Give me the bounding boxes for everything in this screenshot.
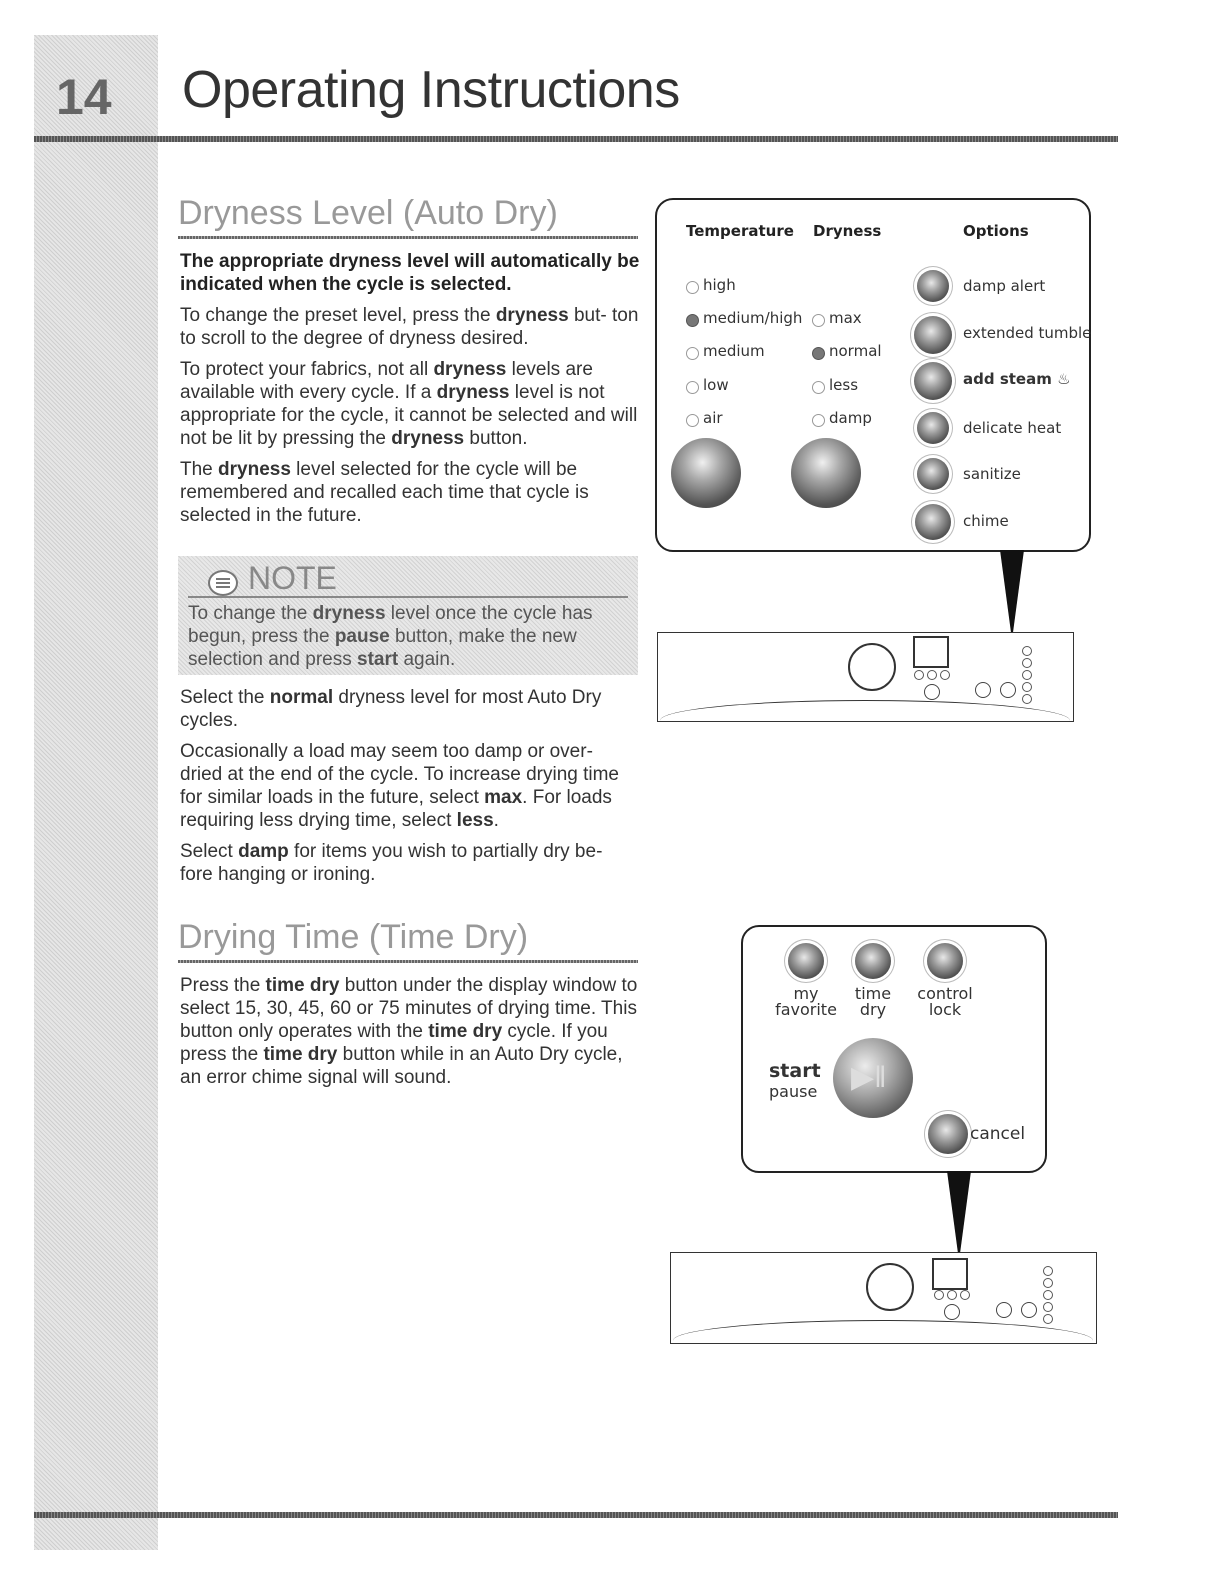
option-label-sanitize: sanitize	[963, 465, 1021, 483]
dryness-label-normal: normal	[829, 342, 882, 360]
temperature-button[interactable]	[671, 438, 741, 508]
mini-opt-1d	[1022, 682, 1032, 692]
my-favorite-button[interactable]	[788, 943, 824, 979]
start-pause-button[interactable]	[833, 1038, 913, 1118]
dryness-para-5: Occasionally a load may seem too damp or over- dried at the end of the cycle. To increase drying time for similar loads in the future, select max. For loads requiring less drying time, select less.	[180, 741, 620, 831]
dryness-body-top	[180, 250, 640, 535]
dryness-para-6: Select damp for items you wish to partially dry be- fore hanging or ironing.	[180, 841, 603, 885]
mini-start-1	[924, 684, 940, 700]
time-body	[180, 974, 640, 1097]
temp-label-low: low	[703, 376, 729, 394]
mini-temp-2	[996, 1302, 1012, 1318]
dryness-para-1: To change the preset level, press the dryness but- ton to scroll to the degree of dryness desired.	[180, 305, 639, 349]
time-para-1: Press the time dry button under the display window to select 15, 30, 45, 60 or 75 minutes of drying time. This button only operates with the time dry cycle. If you press the time dry button while in an Auto Dry cycle, an error chime signal will sound.	[180, 975, 638, 1088]
dryness-para-2: To protect your fabrics, not all dryness levels are available with every cycle. If a dryness level is not appropriate for the cycle, it cannot be selected and will not be lit by pressing the dryness button.	[180, 359, 638, 449]
mini-dry-2	[1021, 1302, 1037, 1318]
sidebar-stripe	[34, 35, 158, 1550]
dryness-label-less: less	[829, 376, 859, 394]
add-steam-button[interactable]	[914, 362, 952, 400]
mini-button-1b	[927, 670, 937, 680]
temp-label-medium: medium	[703, 342, 765, 360]
option-label-extended-tumble: extended tumble	[963, 324, 1092, 342]
page-title: Operating Instructions	[182, 61, 680, 119]
temp-led-low	[686, 381, 699, 394]
note-icon	[208, 570, 238, 596]
dryness-heading: Dryness Level (Auto Dry)	[178, 194, 558, 232]
mini-opt-2c	[1043, 1290, 1053, 1300]
dryness-led-damp	[812, 414, 825, 427]
delicate-heat-button[interactable]	[917, 412, 949, 444]
display-window-1	[913, 636, 949, 668]
time-dry-label: time dry	[854, 984, 892, 1019]
mini-opt-1b	[1022, 658, 1032, 668]
callout-pointer-2	[947, 1171, 971, 1261]
mini-button-1a	[914, 670, 924, 680]
temp-label-air: air	[703, 409, 723, 427]
dryness-led-normal	[812, 347, 825, 360]
mini-opt-2e	[1043, 1314, 1053, 1324]
option-label-delicate-heat: delicate heat	[963, 419, 1062, 437]
mini-button-2c	[960, 1290, 970, 1300]
mini-start-2	[944, 1304, 960, 1320]
temp-led-medium	[686, 347, 699, 360]
start-label: start	[769, 1060, 821, 1082]
mini-button-1c	[940, 670, 950, 680]
chime-button[interactable]	[915, 504, 951, 540]
sanitize-button[interactable]	[917, 458, 949, 490]
mini-opt-1a	[1022, 646, 1032, 656]
pause-label: pause	[769, 1082, 818, 1101]
note-title: NOTE	[248, 560, 337, 596]
option-label-damp-alert: damp alert	[963, 277, 1046, 295]
footer-rule	[34, 1512, 1118, 1518]
steam-icon: ♨	[1057, 370, 1071, 388]
header-rule	[34, 136, 1118, 142]
extended-tumble-button[interactable]	[914, 316, 952, 354]
display-window-2	[932, 1258, 968, 1290]
option-label-add-steam: add steam ♨	[963, 370, 1071, 388]
dryness-led-max	[812, 314, 825, 327]
my-favorite-label: my favorite	[775, 984, 837, 1019]
temp-led-air	[686, 414, 699, 427]
dryness-body-bottom	[180, 686, 640, 894]
dryness-label-max: max	[829, 309, 862, 327]
damp-alert-button[interactable]	[917, 270, 949, 302]
mini-button-2b	[947, 1290, 957, 1300]
options-column-header: Options	[963, 222, 1029, 240]
mini-dry-1	[1000, 682, 1016, 698]
dryness-led-less	[812, 381, 825, 394]
time-dry-button[interactable]	[855, 943, 891, 979]
mini-opt-1e	[1022, 694, 1032, 704]
cancel-button[interactable]	[928, 1114, 968, 1154]
page-number: 14	[56, 69, 112, 125]
console-curve-1	[660, 700, 1070, 741]
option-label-chime: chime	[963, 512, 1009, 530]
temp-label-high: high	[703, 276, 736, 294]
cycle-dial-1	[848, 643, 896, 691]
dryness-column-header: Dryness	[813, 222, 882, 240]
mini-opt-2d	[1043, 1302, 1053, 1312]
dryness-para-3: The dryness level selected for the cycle will be remembered and recalled each time that cycle is selected in the future.	[180, 459, 589, 526]
mini-opt-1c	[1022, 670, 1032, 680]
dryness-lead: The appropriate dryness level will automatically be indicated when the cycle is selected.	[180, 251, 640, 295]
console-curve-2	[673, 1320, 1093, 1361]
note-rule	[188, 596, 628, 598]
note-text: To change the dryness level once the cycle has begun, press the pause button, make the new selection and press start again.	[188, 603, 593, 670]
mini-button-2a	[934, 1290, 944, 1300]
temperature-column-header: Temperature	[686, 222, 794, 240]
dryness-heading-rule	[178, 236, 638, 239]
temp-label-medium-high: medium/high	[703, 309, 803, 327]
temp-led-high	[686, 281, 699, 294]
time-heading-rule	[178, 960, 638, 963]
time-heading: Drying Time (Time Dry)	[178, 918, 529, 956]
mini-opt-2a	[1043, 1266, 1053, 1276]
cycle-dial-2	[866, 1263, 914, 1311]
dryness-label-damp: damp	[829, 409, 872, 427]
dryness-para-4: Select the normal dryness level for most Auto Dry cycles.	[180, 687, 602, 731]
mini-opt-2b	[1043, 1278, 1053, 1288]
cancel-label: cancel	[970, 1124, 1026, 1144]
mini-temp-1	[975, 682, 991, 698]
dryness-button[interactable]	[791, 438, 861, 508]
callout-pointer-1	[1000, 550, 1024, 640]
control-lock-label: control lock	[917, 984, 973, 1019]
control-lock-button[interactable]	[927, 943, 963, 979]
play-pause-icon: ▶‖	[851, 1061, 887, 1094]
temp-led-medium-high	[686, 314, 699, 327]
